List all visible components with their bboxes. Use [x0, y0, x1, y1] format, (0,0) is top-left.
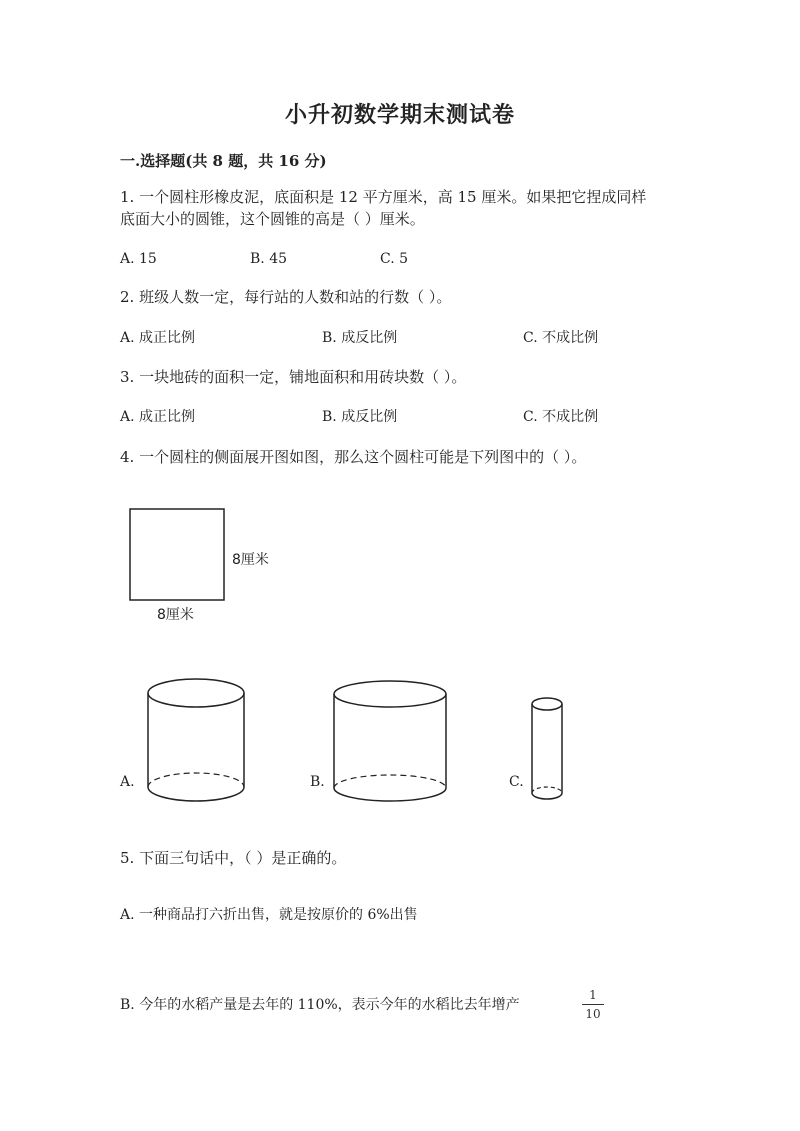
question-2-text: 2. 班级人数一定，每行站的人数和站的行数（ ）。: [120, 288, 452, 306]
question-2-option-b: B. 成反比例: [322, 330, 398, 346]
net-square: [130, 509, 224, 600]
question-5-option-a: A. 一种商品打六折出售，就是按原价的 6%出售: [120, 907, 418, 923]
question-5-option-b: B. 今年的水稻产量是去年的 110%，表示今年的水稻比去年增产: [120, 997, 520, 1013]
question-4-option-c: C.: [509, 774, 524, 790]
question-3-option-b: B. 成反比例: [322, 409, 398, 425]
fraction-denominator: 10: [585, 1007, 601, 1021]
question-4-text: 4. 一个圆柱的侧面展开图如图，那么这个圆柱可能是下列图中的（ ）。: [120, 448, 587, 466]
question-1-option-b: B. 45: [250, 251, 288, 267]
net-side-label: 8厘米: [232, 552, 269, 568]
page-title: 小升初数学期末测试卷: [284, 102, 515, 128]
question-5-text: 5. 下面三句话中，（ ）是正确的。: [120, 849, 347, 867]
net-bottom-label: 8厘米: [157, 607, 194, 623]
question-2-option-a: A. 成正比例: [120, 330, 196, 346]
question-4-option-a: A.: [120, 774, 135, 790]
question-3-option-c: C. 不成比例: [523, 409, 599, 425]
fraction-one-tenth: [578, 988, 608, 1021]
question-3-option-a: A. 成正比例: [120, 409, 196, 425]
question-1-option-a: A. 15: [120, 251, 157, 267]
question-4-option-b: B.: [310, 774, 325, 790]
section-heading: 一.选择题(共 8 题，共 16 分): [120, 152, 327, 170]
fraction-numerator: 1: [589, 988, 597, 1002]
question-3-text: 3. 一块地砖的面积一定，铺地面积和用砖块数（ ）。: [120, 368, 467, 386]
cylinder-b: [334, 681, 446, 801]
question-1-option-c: C. 5: [380, 251, 409, 267]
cylinder-a: [148, 679, 244, 801]
question-1-line-1: 1. 一个圆柱形橡皮泥，底面积是 12 平方厘米，高 15 厘米。如果把它捏成同样: [120, 188, 647, 206]
question-1-line-2: 底面大小的圆锥，这个圆锥的高是（ ）厘米。: [120, 210, 425, 228]
question-2-option-c: C. 不成比例: [523, 330, 599, 346]
cylinder-c: [532, 698, 562, 799]
fraction-bar: [582, 1004, 604, 1005]
